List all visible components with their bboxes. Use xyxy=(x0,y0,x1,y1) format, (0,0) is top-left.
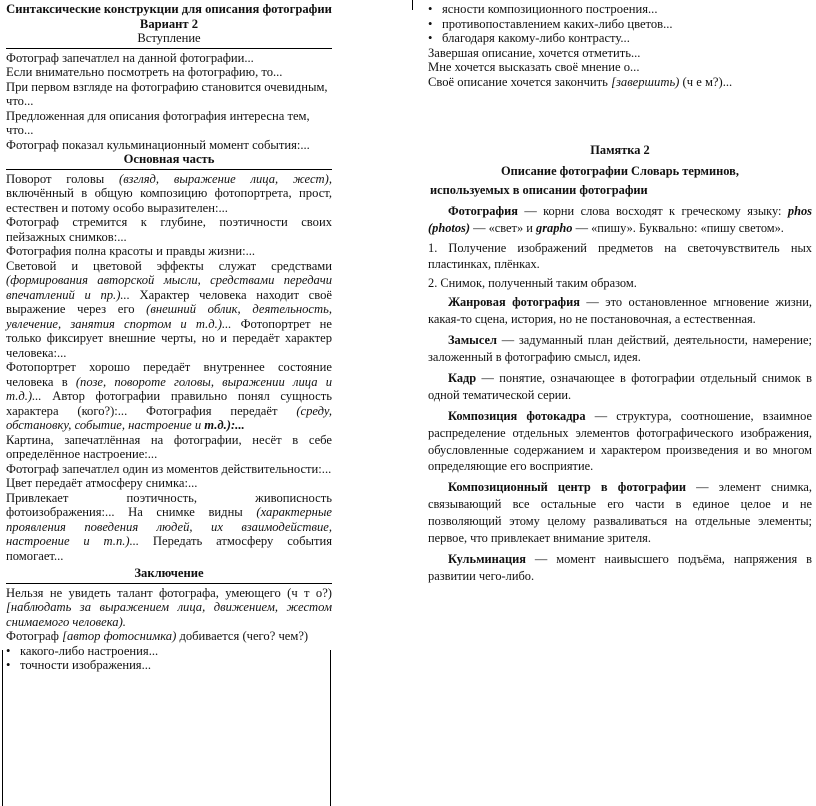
bullet-item: • благодаря какому-либо контрасту... xyxy=(428,31,630,45)
memo-title: Памятка 2 xyxy=(590,143,650,157)
closing-line: Мне хочется высказать своё мнение о... xyxy=(428,60,640,74)
divider xyxy=(6,48,332,49)
variant-label: Вариант 2 xyxy=(139,16,199,31)
column-divider-middle-bottom xyxy=(330,650,331,806)
main-paragraph: Световой и цветовой эффекты служат средствами (формирования авторской мысли, средствами передачи впечатлений и пр.)... Характер человека находит своё выражение через его (внешний облик, деятельность, увлечение, занятия спортом и т.д.)... Фотопортрет не только фиксирует внешние черты, но и передаёт характер человека:... xyxy=(6,258,332,360)
bullet-item: • ясности композиционного построения... xyxy=(428,2,658,16)
left-column xyxy=(6,2,332,673)
main-paragraph: Поворот головы (взгляд, выражение лица, жест), включённый в общую композицию фотопортрета, прост, естествен и потому особо выразителен:... xyxy=(6,171,332,215)
intro-line: Если внимательно посмотреть на фотографию, то... xyxy=(6,65,283,79)
term-composition: Композиция фотокадра — структура, соотношение, взаимное распределение отдельных элементов фотографического изображения, обусловленные содержанием и характером произведения и во многом определяющие его восприятие. xyxy=(428,408,812,474)
conclusion-paragraph: Фотограф [автор фотоснимка) добивается (чего? чем?) xyxy=(6,629,309,643)
main-paragraph: Фотограф стремится к глубине, поэтичности своих пейзажных снимков:... xyxy=(6,215,332,244)
closing-line: Своё описание хочется закончить [завершить) (ч е м?)... xyxy=(428,74,733,89)
bullet-item: • точности изображения... xyxy=(6,658,152,672)
intro-line: Фотограф показал кульминационный момент события:... xyxy=(6,137,310,152)
term-composition-center: Композиционный центр в фотографии — элемент снимка, связывающий все остальные его части в единое целое и не позволяющий этому целому разваливаться на отдельные элементы; первое, что привлекает внимание зрителя. xyxy=(428,480,812,546)
main-paragraph: Цвет передаёт атмосферу снимка:... xyxy=(6,476,198,490)
main-paragraph: Фотограф запечатлел один из моментов действительности:... xyxy=(6,461,332,476)
conclusion-heading: Заключение xyxy=(134,566,204,580)
term-genre-photo: Жанровая фотография — это остановленное мгновение жизни, какая-то сцена, история, но не постановочная, а естественная. xyxy=(428,295,812,327)
closing-line: Завершая описание, хочется отметить... xyxy=(428,45,641,60)
intro-line: Фотограф запечатлел на данной фотографии... xyxy=(6,50,254,65)
divider xyxy=(6,169,332,170)
term-photography: Фотография — корни слова восходят к греческому языку: phos (photos) — «свет» и grapho — «пишу». Буквально: «пишу светом». xyxy=(428,203,812,235)
intro-line: При первом взгляде на фотографию становится очевидным, что... xyxy=(6,79,328,108)
term-frame: Кадр — понятие, означающее в фотографии отдельный снимок в одной тематической серии. xyxy=(428,370,812,402)
column-divider-left-bottom xyxy=(2,650,3,806)
column-divider-top xyxy=(412,0,413,10)
numbered-item: 2. Снимок, полученный таким образом. xyxy=(428,276,637,291)
main-paragraph: Привлекает поэтичность, живописность фотоизображения:... На снимке видны (характерные проявления поведения людей, их взаимодействие, настроение и т.п.)... Передать атмосферу события помогает... xyxy=(6,490,332,563)
main-paragraph: Фотопортрет хорошо передаёт внутреннее состояние человека в (позе, повороте головы, выражении лица и т.д.)... Автор фотографии правильно понял сущность характера (кого?):... Фотография передаёт (среду, обстановку, событие, настроение и т.д.):... xyxy=(6,360,332,432)
memo-subtitle-2: используемых в описании фотографии xyxy=(430,182,648,197)
main-paragraph: Картина, запечатлённая на фотографии, несёт в себе определённое настроение:... xyxy=(6,432,332,461)
bullet-item: • противопоставлением каких-либо цветов... xyxy=(428,16,673,31)
doc-title: Синтаксические конструкции для описания фотографии xyxy=(6,2,332,16)
term-climax: Кульминация — момент наивысшего подъёма, напряжения в развитии чего-либо. xyxy=(428,551,812,583)
conclusion-paragraph: Нельзя не увидеть талант фотографа, умеющего (ч т о?) [наблюдать за выражением лица, движением, жестом снимаемого человека). xyxy=(6,585,332,629)
right-column xyxy=(428,2,812,585)
main-paragraph: Фотография полна красоты и правды жизни:... xyxy=(6,244,256,258)
numbered-item: 1. Получение изображений предметов на светочувствитель ных пластинках, плёнках. xyxy=(428,240,812,272)
main-heading: Основная часть xyxy=(123,152,215,166)
intro-heading: Вступление xyxy=(137,31,201,45)
memo-subtitle: Описание фотографии Словарь терминов, xyxy=(501,163,739,178)
intro-line: Предложенная для описания фотография интересна тем, что... xyxy=(6,108,310,137)
bullet-item: • какого-либо настроения... xyxy=(6,643,159,658)
memo-section xyxy=(428,142,812,585)
divider xyxy=(6,583,332,584)
term-idea: Замысел — задуманный план действий, деятельности, намерение; заложенный в фотографию смысл, идея. xyxy=(428,333,812,364)
